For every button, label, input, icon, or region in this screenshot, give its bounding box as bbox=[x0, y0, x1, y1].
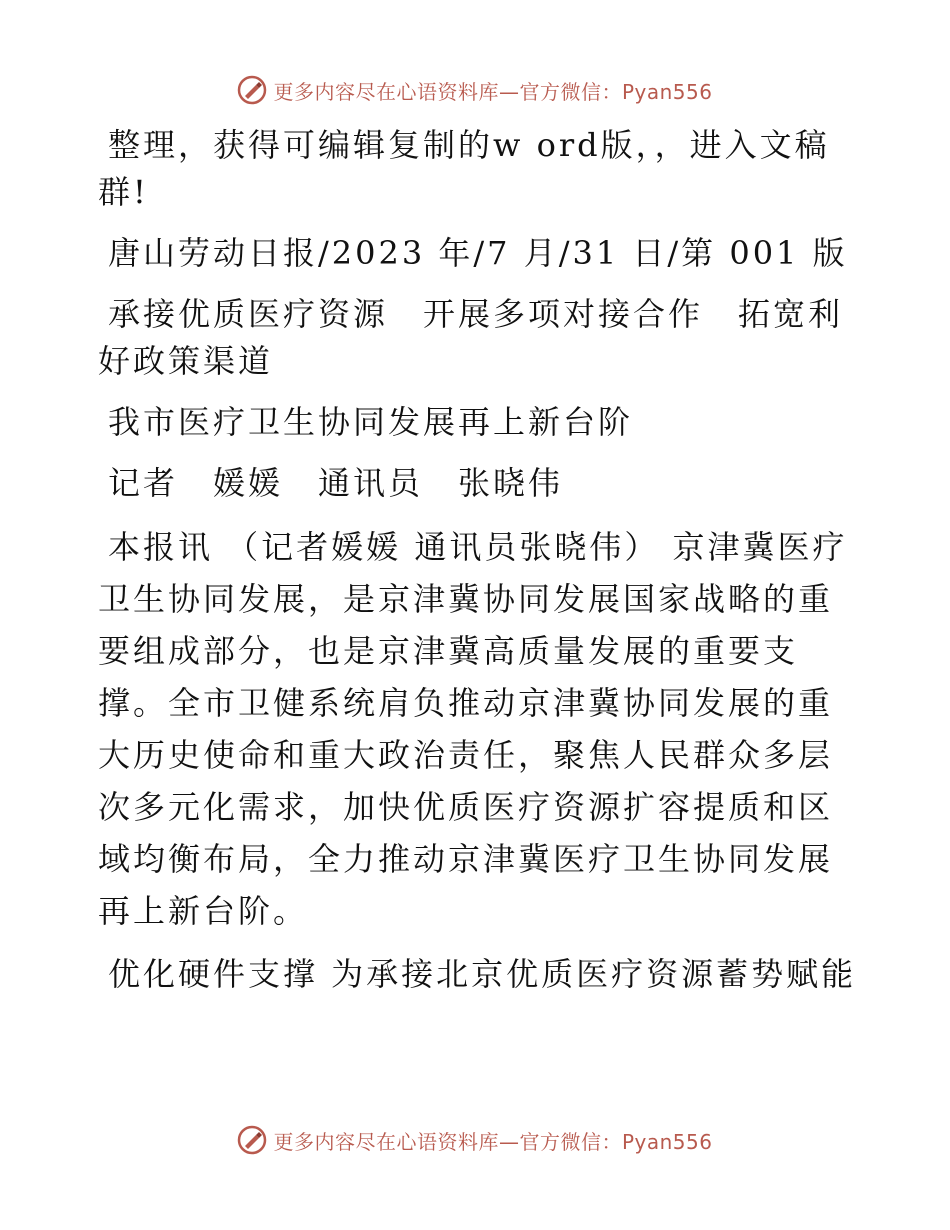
intro-paragraph: 整理，获得可编辑复制的w ord版，，进入文稿群! bbox=[98, 126, 830, 211]
pen-logo-icon bbox=[237, 75, 267, 105]
byline: 记者 媛媛 通讯员 张晓伟 bbox=[108, 464, 564, 502]
watermark-footer bbox=[0, 1120, 950, 1160]
pen-logo-icon bbox=[237, 1125, 267, 1155]
section-heading: 优化硬件支撑 为承接北京优质医疗资源蓄势赋能 bbox=[108, 955, 857, 993]
watermark-text: 更多内容尽在心语资料库—官方微信：Pyan556 bbox=[273, 1129, 713, 1154]
headline-subtitle: 承接优质医疗资源 开展多项对接合作 拓宽利好政策渠道 bbox=[98, 295, 844, 380]
lead-paragraph: 本报讯 （记者媛媛 通讯员张晓伟） 京津冀医疗卫生协同发展，是京津冀协同发展国家战略的重要组成部分，也是京津冀高质量发展的重要支撑。全市卫健系统肩负推动京津冀协同发展的重大历史使命和重大政治责任，聚焦人民群众多层次多元化需求，加快优质医疗资源扩容提质和区域均衡布局，全力推动京津冀医疗卫生协同发展再上新台阶。 bbox=[98, 528, 848, 930]
watermark-header bbox=[0, 70, 950, 110]
source-line: 唐山劳动日报/2023 年/7 月/31 日/第 001 版 bbox=[108, 234, 848, 272]
headline-title: 我市医疗卫生协同发展再上新台阶 bbox=[108, 403, 634, 441]
document-body bbox=[98, 122, 858, 998]
watermark-text: 更多内容尽在心语资料库—官方微信：Pyan556 bbox=[273, 79, 713, 104]
